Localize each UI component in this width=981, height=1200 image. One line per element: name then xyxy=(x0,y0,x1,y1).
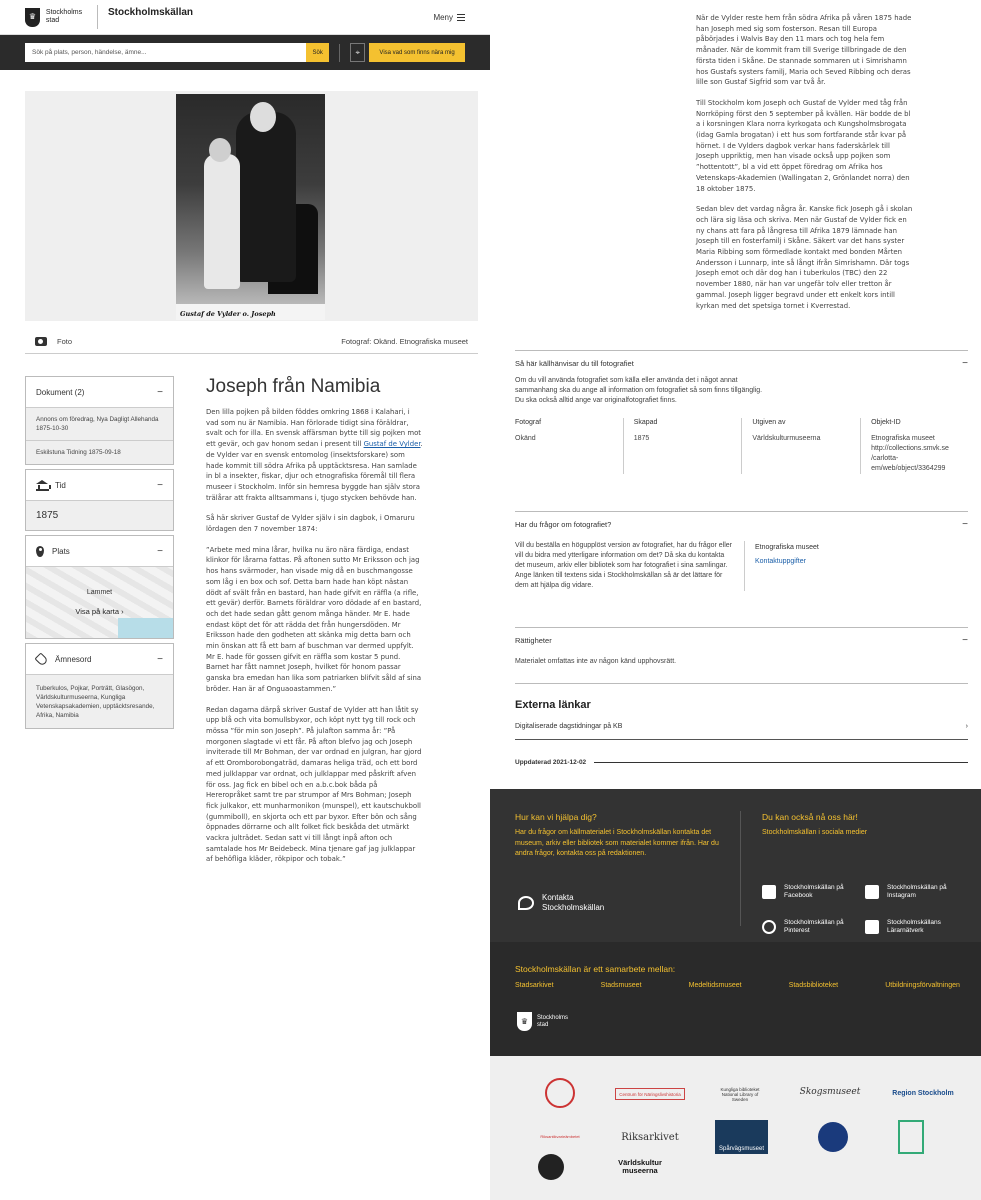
partner-link[interactable]: Stadsbiblioteket xyxy=(788,982,839,989)
social-media-link[interactable]: Stockholmskällan i sociala medier xyxy=(762,829,868,836)
article-title: Joseph från Namibia xyxy=(206,376,381,397)
right-column xyxy=(490,0,981,1200)
tag-icon xyxy=(34,652,48,666)
logo-riksarkivet[interactable]: Riksarkivet xyxy=(621,1131,679,1143)
hamburger-icon xyxy=(457,14,465,21)
find-us-title: Du kan också nå oss här! xyxy=(762,812,858,822)
map-pin-icon xyxy=(36,546,44,557)
collapse-icon[interactable]: − xyxy=(962,519,968,530)
museum-contact xyxy=(745,541,819,591)
museum-name: Etnografiska museet xyxy=(755,544,819,551)
photo-meta xyxy=(25,330,478,354)
external-links-title: Externa länkar xyxy=(515,699,591,711)
circle-logo[interactable] xyxy=(538,1154,564,1180)
partner-link[interactable]: Medeltidsmuseet xyxy=(688,982,742,989)
partner-logos xyxy=(490,1056,981,1200)
teacher-network-link[interactable]: Stockholmskällans Lärarnätverk xyxy=(865,919,957,935)
logo-varldskulturmuseerna[interactable]: Världskultur museerna xyxy=(618,1158,662,1175)
footer-city-logo[interactable]: ♛ Stockholms stad xyxy=(517,1012,567,1031)
facebook-icon xyxy=(762,885,776,899)
field-created: Skapad 1875 xyxy=(623,418,742,474)
boy-figure xyxy=(204,154,240,289)
subjects-header[interactable]: Ämnesord − xyxy=(26,644,173,674)
external-link-item[interactable]: Digitaliserade dagstidningar på KB › xyxy=(515,719,968,740)
divider xyxy=(740,811,741,926)
site-header xyxy=(0,0,490,35)
search-button[interactable]: Sök xyxy=(306,43,329,62)
subjects-box xyxy=(25,643,174,729)
divider xyxy=(339,44,340,62)
contact-button[interactable]: Kontakta Stockholmskällan xyxy=(518,893,622,913)
camera-icon xyxy=(35,337,47,346)
pinterest-link[interactable]: Stockholmskällan på Pinterest xyxy=(762,919,854,935)
pinterest-icon xyxy=(762,920,776,934)
subject-list[interactable]: Tuberkulos, Pojkar, Porträtt, Glasögon, Världskulturmuseerna, Kungliga Vetenskapsakademien, upptäcktsresande, Afrika, Namibia xyxy=(26,674,173,728)
questions-text: Vill du beställa en högupplöst version av fotografiet, har du frågor eller vill du bidra med ytterligare information om det? Då ska du kontakta det museum, arkiv eller bibliotek som har fotografiet i sina samlingar. Ange länken till textens sida i Stockholmskällan så är det lättare för dem att hjälpa dig vidare. xyxy=(515,541,745,591)
map-water xyxy=(118,618,173,638)
left-column xyxy=(0,0,490,1200)
article-paragraph: Till Stockholm kom Joseph och Gustaf de Vylder med tåg från Norrköping först den 5 september på kvällen. Här bodde de bl a i korsningen Klara norra kyrkogata och Kungsholmsbrogata (idag Gamla brogatan) i ett hus som fortfarande står kvar på hörnet. I de Vylders dagbok verkar hans faderskärlek till Joseph uppriktig, men han visade också upp pojken som ”hottentott”, bl a vid ett öppet föredrag om Afrika hos Vetenskaps-Akademien (Wallingatan 2, Grönlandet norra) den 18 oktober 1875. xyxy=(696,98,911,193)
place-name: Lammet xyxy=(86,589,113,596)
diary-quote: ”Arbete med mina lårar, hvilka nu äro nära färdiga, endast klinkor för lårarna fattas. På aftonen sutto Mr Eriksson och jag hos hans svärmoder, han visade mig då en buschmangosse som låg i en box och sof. Detta barn hade han köpt nästan dödt af svält från en bastard, han hade gifvit en räffla (a rifle, ett gevär) derför. Barnets föräldrar voro dödade af en bastard, och det hade sedan gått genom många händer. Mr E. hade endast köpt det för att rädda det från hungersdöden. Mr Eriksson hade den godheten att skänka mig detta barn och min önskan att få ett barn af buschman var dermed uppfylt. Mr E. hade för gossen gifvit en räffla som kostar 5 pund. Barnet har fått namnet Joseph, hvilket för honom passar ganska bra emedan han lika som patriarken blifvit såld af sina bröder. Han är af Onguaoastammen.” xyxy=(206,545,422,693)
show-on-map-link[interactable]: Visa på karta › xyxy=(75,607,124,616)
time-value[interactable]: 1875 xyxy=(26,500,173,530)
collapse-icon[interactable]: − xyxy=(962,635,968,646)
man-figure xyxy=(236,112,296,282)
chevron-right-icon: › xyxy=(121,607,124,616)
questions-section xyxy=(515,511,968,591)
photo-type: Foto xyxy=(57,337,73,346)
location-pin-icon[interactable]: ⌖ xyxy=(350,43,365,62)
updated-line: Uppdaterad 2021-12-02 xyxy=(515,759,968,766)
portrait-photo[interactable] xyxy=(176,94,325,320)
help-text: Har du frågor om källmaterialet i Stockholmskällan kontakta det museum, arkiv eller bibliotek som materialet kommer ifrån. Har du andra frågor, kontakta oss på redaktionen. xyxy=(515,829,719,857)
photo-handwritten-caption: Gustaf de Vylder o. Joseph xyxy=(180,310,276,318)
source-reference-fields xyxy=(515,418,968,474)
collapse-icon[interactable]: − xyxy=(157,386,163,398)
menu-button[interactable]: Meny xyxy=(433,13,465,22)
collapse-icon[interactable]: − xyxy=(157,545,163,557)
boy-head xyxy=(209,138,231,162)
triangle-seal-logo[interactable] xyxy=(545,1078,575,1108)
partner-link[interactable]: Stadsarkivet xyxy=(515,982,554,989)
help-title: Hur kan vi hjälpa dig? xyxy=(515,812,597,822)
time-header[interactable]: Tid − xyxy=(26,470,173,500)
crown-icon: ♛ xyxy=(517,1012,532,1031)
divider xyxy=(594,762,968,763)
collapse-icon[interactable]: − xyxy=(962,358,968,369)
document-item[interactable]: Eskilstuna Tidning 1875-09-18 xyxy=(26,440,173,464)
logo-naringslivshistoria[interactable]: Centrum för Näringslivshistoria xyxy=(615,1088,685,1100)
crown-icon: ♛ xyxy=(25,8,40,27)
sidebar xyxy=(25,376,174,733)
place-header[interactable]: Plats − xyxy=(26,536,173,566)
partner-link[interactable]: Stadsmuseet xyxy=(600,982,642,989)
rights-header[interactable]: Rättigheter − xyxy=(515,635,968,646)
place-box xyxy=(25,535,174,639)
field-publisher: Utgiven av Världskulturmuseerna xyxy=(741,418,860,474)
document-item[interactable]: Annons om föredrag, Nya Dagligt Allehanda 1875-10-30 xyxy=(26,407,173,440)
search-bar xyxy=(0,35,490,70)
questions-body xyxy=(515,541,968,591)
collaboration-title: Stockholmskällan är ett samarbete mellan: xyxy=(515,964,676,974)
footer-help xyxy=(490,789,981,942)
questions-header[interactable]: Har du frågor om fotografiet? − xyxy=(515,519,968,530)
time-box xyxy=(25,469,174,531)
source-reference-text: Om du vill använda fotografiet som källa eller använda det i något annat sammanhang ska du ange all information om fotografiet så som finns tillgänglig. Du ska också alltid ange var originalfotografiet finns. xyxy=(515,377,763,404)
partner-link[interactable]: Utbildningsförvaltningen xyxy=(885,982,960,989)
museum-building-icon xyxy=(36,480,49,491)
facebook-link[interactable]: Stockholmskällan på Facebook xyxy=(762,884,854,900)
article-paragraph: Så här skriver Gustaf de Vylder själv i sin dagbok, i Omaruru lördagen den 7 november 1874: xyxy=(206,514,415,534)
source-reference-section xyxy=(515,350,968,474)
field-object-id: Objekt-ID Etnografiska museet http://collections.smvk.se /carlotta-em/web/object/3364299 xyxy=(860,418,968,474)
source-reference-header[interactable]: Så här källhänvisar du till fotografiet − xyxy=(515,358,968,369)
collapse-icon[interactable]: − xyxy=(157,479,163,491)
photo-viewer[interactable] xyxy=(25,91,478,321)
chat-bubble-icon xyxy=(518,896,534,910)
article-continued xyxy=(696,13,914,321)
mini-map[interactable] xyxy=(26,566,173,638)
city-logo[interactable]: ♛ Stockholms stad xyxy=(25,8,97,27)
emblem-logo[interactable] xyxy=(818,1122,848,1152)
photo-credit: Fotograf: Okänd. Etnografiska museet xyxy=(341,337,468,346)
article-paragraph: Sedan blev det vardag några år. Kanske fick Joseph gå i skolan och lära sig läsa och skriva. Men när Gustaf de Vylder fick en ny chans att fara på långresa till Afrika 1879 lämnade han Joseph till en fosterfamilj i Skåne. Säkert var det hans syster Maria Ribbing som förmedlade kontakt med bonden Mårten Andersson i Lunnarp, inte så långt ifrån Simrishamn. Där togs Joseph emot och där dog han i tuberkulos (TBC) den 22 november 1880, när han var ungefär tolv eller tretton år gammal. Joseph ligger begravd under ett enkelt kors intill kyrkan med det spetsiga tornet i Kverrestad. xyxy=(696,205,913,310)
logo-skogsmuseet[interactable]: Skogsmuseet xyxy=(799,1087,861,1097)
nearby-button[interactable]: Visa vad som finns nära mig xyxy=(369,43,465,62)
logo-kb[interactable]: Kungliga biblioteket National Library of Sweden xyxy=(720,1086,760,1102)
contact-details-link[interactable]: Kontaktuppgifter xyxy=(755,558,806,565)
person-link[interactable]: Gustaf de Vylder xyxy=(363,440,421,449)
instagram-icon xyxy=(865,885,879,899)
logo-region-stockholm[interactable]: Region Stockholm xyxy=(892,1089,954,1097)
rights-text: Materialet omfattas inte av någon känd upphovsrätt. xyxy=(515,653,968,684)
man-head xyxy=(250,102,276,132)
partner-links xyxy=(515,982,960,989)
instagram-link[interactable]: Stockholmskällan på Instagram xyxy=(865,884,957,900)
article-paragraph: Redan dagarna därpå skriver Gustaf de Vylder att han låtit sy upp blå och vita bomullsbyxor, och köpt nytt tyg till rock och mössa ”för min son Joseph”. På julafton samma år: ”På morgonen slagtade vi ett får. På afton blefvo jag och Joseph inviterade till Mr Bohman, der var ordnad en julgran, har gjord af ett Oromborobongaträd, damaras heliga träd, och ett bord med julklappar var ordnat, och julklappar med påskrift afven för oss. Jag fick en bibel och en a.b.c.bok båda på Hereropråket samt tre par strumpor af Mrs Bohman; Joseph fick julkakor, ett munharmonikon (munspel), ett kautschukboll (gummiboll), en skjorta och ett par byxor. Efter bön och sång öppnades dörrarne och allt folket fick beskåda det utmärkt vackra julträdet. Sedan satt vi till långt inpå afton och samtalade hos Mr Beidebeck. Mina tjenare gaf jag julklappar af behöfliga kläder, rökpipor och tobak.” xyxy=(206,705,422,864)
facebook-icon xyxy=(865,920,879,934)
search-input[interactable]: Sök på plats, person, händelse, ämne... xyxy=(25,43,306,62)
field-photographer: Fotograf Okänd xyxy=(515,419,542,442)
documents-header[interactable]: Dokument (2) − xyxy=(26,377,173,407)
article-paragraph: Den lilla pojken på bilden föddes omkring 1868 i Kalahari, i vad som nu är Namibia. Han förlorade tidigt sina föräldrar, svalt och for illa. En svensk affärsman bytte till sig pojken mot ett gevär, och gav honom sedan i present till Gustaf de Vylder. de Vylder var en svensk entomolog (insektsforskare) som hade kommit till södra Afrika på upptäcktsresa. Han samlade in bl a insekter, fiskar, djur och etnografiska föremål till flera museer i Stockholm. Inför sin hemresa byggde han själv stora trälårar att frakta alltsammans i, tjugo stycken behövde han. xyxy=(206,408,423,502)
logo-sparvagsmuseet[interactable]: Spårvägsmuseet xyxy=(715,1120,768,1154)
rights-section xyxy=(515,627,968,684)
article-paragraph: När de Vylder reste hem från södra Afrika på våren 1875 hade han Joseph med sig som fosterson. Resan till Europa påbörjades i Walvis Bay den 11 mars och tog hela fem månader. När de kommit fram till Sverige tillbringade de den första tiden i Skåne. De stannade sommaren ut i Simrishamn hos Gustafs systers familj, Maria och Seved Ribbing och deras lille son Gustaf Sigfrid som var två år. xyxy=(696,14,912,87)
article xyxy=(206,376,424,875)
chevron-right-icon: › xyxy=(965,723,968,730)
external-links xyxy=(515,699,968,740)
documents-box xyxy=(25,376,174,465)
logo-raa[interactable]: Riksantikvarieämbetet xyxy=(540,1133,580,1139)
collapse-icon[interactable]: − xyxy=(157,653,163,665)
site-name[interactable]: Stockholmskällan xyxy=(97,5,193,29)
monogram-logo[interactable] xyxy=(898,1120,924,1154)
footer-partners xyxy=(490,942,981,1056)
